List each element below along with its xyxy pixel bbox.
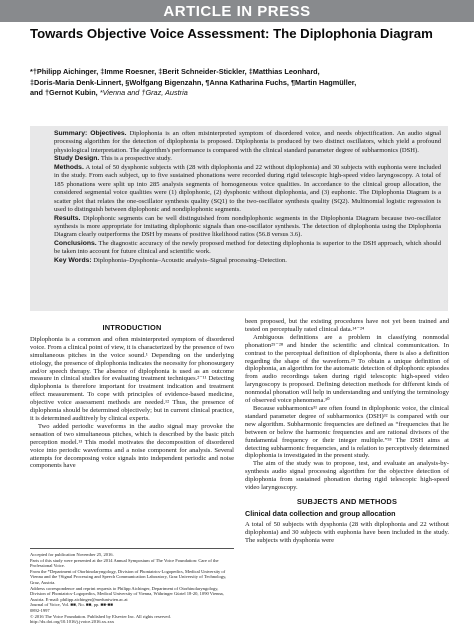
- body-paragraph: been proposed, but the existing procedures have not yet been trained and tested on perceptually rated clinical data.¹⁴⁻²⁴: [245, 318, 449, 333]
- footnote-line: Journal of Voice, Vol. ■■, No. ■■, pp. ■■-■■: [30, 602, 114, 608]
- left-column: [30, 318, 234, 470]
- objectives-text: Diplophonia is an often misinterpreted symptom of disordered voice, and needs objectification. An audio signal processing algorithm for the detection of diplophonia is proposed. Diplophonia is produced by two distinct oscillators, which yield a profound physiological interpretation. The algorithm's performance is compared with the clinical standard parameter degree of subharmonics (DSH).: [54, 130, 442, 154]
- summary-label: Summary:: [54, 130, 88, 137]
- body-paragraph: A total of 50 subjects with dysphonia (28 with diplophonia and 22 without diplophonia) and 30 subjects with euphonia have been included in the study. The subjects with dysphonia were: [245, 520, 449, 544]
- abstract-objectives: [54, 130, 441, 155]
- abstract-results: [54, 215, 441, 240]
- body-paragraph: Ambiguous definitions are a problem in classifying nonmodal phonation²⁵⁻²⁸ and hinder the scientific and clinical communication. In contrast to the perceptual definition of diplophonia, there is also a definition regarding the shape of the waveform.²⁹ To obtain a unique definition of diplophonia, an algorithm for the automatic detection of diplophonic episodes from audio recordings taken during rigid telescopic high-speed video laryngoscopy is proposed. Defining detection methods for different kinds of nonmodal phonation will help in understanding and unifying the terminology of observed voice phenomena.³⁰: [245, 333, 449, 405]
- body-paragraph: Because subharmonics³¹ are often found in diplophonic voice, the clinical standard parameter degree of subharmonics (DSH)³² is compared with our new algorithm. Subharmonic frequencies are defined as “frequencies that lie between or below the harmonic frequencies and are rational divisors of the fundamental frequency or their integer multiple.”³³ The DSH aims at detecting subharmonic frequencies, and is relation to perceptively determined diplophonia is investigated in the present study.: [245, 404, 449, 460]
- abstract-keywords: [54, 257, 441, 265]
- footnote-line: Address correspondence and reprint requests to Philipp Aichinger, Department of Otorhinolaryngology, Division of Phoniatrics-Logopedics, Medical University of Vienna, Währinger Gürtel 18-20, 1090 Vienna, Austria. E-mail: philipp.aichinger@meduniwien.ac.at: [30, 585, 224, 602]
- keywords-label: Key Words:: [54, 256, 92, 264]
- body-paragraph: The aim of the study was to propose, test, and evaluate an analysis-by-synthesis audio signal processing algorithm for the objective detection of diplophonia from sustained phonation during rigid telescopic high-speed video laryngoscopy.: [245, 460, 449, 492]
- author-names: and †Gernot Kubin,: [30, 88, 98, 98]
- methods-text: A total of 50 dysphonic subjects with (28 with diplophonia and 22 without diplophonia) and 30 subjects with euphonia were included in the study. From each subject, up to five sustained phonations were recorded during rigid telescopic high-speed video laryngoscopy. A total of 185 phonations were split up into 285 analysis segments of homogeneous voice qualities. In accordance to the clinical group allocation, the considered segmental voice qualities were (1) diplophonic, (2) dysphonic without diplophonia, and (3) euphonic. The Diplophonia Diagram is a scatter plot that relates the one-oscillator synthesis quality (SQ1) to the two-oscillator synthesis quality (SQ2). Multinomial logistic regression is used to distinguish between diplophonic and nondiplophonic segments.: [54, 163, 442, 214]
- right-column: [245, 318, 449, 544]
- footnote-line: Accepted for publication November 25, 2016.: [30, 552, 114, 557]
- abstract-study-design: [54, 155, 441, 163]
- conclusions-label: Conclusions.: [54, 239, 97, 247]
- author-line: [30, 88, 450, 99]
- article-title: Towards Objective Voice Assessment: The Diplophonia Diagram: [30, 26, 433, 41]
- study-design-text: This is a prospective study.: [100, 155, 172, 163]
- footnote-line: Parts of this study were presented at the 2014 Annual Symposium of The Voice Foundation: Care of the Professional Voice.: [30, 557, 219, 569]
- methods-label: Methods.: [54, 163, 84, 171]
- clinical-data-subheading: Clinical data collection and group allocation: [245, 508, 396, 518]
- results-label: Results.: [54, 214, 81, 222]
- keywords-text: Diplophonia–Dysphonia–Acoustic analysis–Signal processing–Detection.: [93, 256, 287, 264]
- subjects-methods-heading: SUBJECTS AND METHODS: [296, 496, 398, 506]
- body-paragraph: Two added periodic waveforms in the audio signal may provoke the sensation of two simultaneous pitches, which is described by the basic pitch perception model.¹³ This model motivates the decomposition of disordered voice into periodic waveforms and a noise component for analysis. Several attempts for decomposing voice signals into independent periodic and noise components have: [30, 422, 234, 470]
- body-paragraph: Diplophonia is a common and often misinterpreted symptom of disordered voice. From a clinical point of view, it is characterized by the presence of two simultaneous pitches in the voice sound.¹ Depending on the underlying etiology, the presence of diplophonia indicates the necessity for phonosurgery and/or speech therapy. The absence of diplophonia is used as an outcome measure in clinical studies for evaluating treatment techniques.²⁻¹¹ Detecting diplophonia is therefore important for treatment indication and treatment effect measurement. To cope with principles of evidence-based medicine, objective voice assessment methods are needed.¹² Thus, the presence of diplophonia should be determined objectively; but in current clinical practice, it is determined auditively by clinical experts.: [30, 335, 234, 422]
- abstract-conclusions: [54, 240, 441, 257]
- footnotes: [30, 548, 234, 625]
- author-list: [30, 67, 450, 99]
- author-line: *†Philipp Aichinger, ‡Imme Roesner, ‡Berit Schneider-Stickler, ‡Matthias Leonhard,: [30, 67, 320, 76]
- footnote-line: From the *Department of Otorhinolaryngology, Division of Phoniatrics-Logopedics, Medical University of Vienna and the †Signal Processing and Speech Communication Laboratory, Graz University of Technology, Graz, Austria.: [30, 568, 227, 585]
- introduction-heading: INTRODUCTION: [102, 323, 162, 332]
- footnote-line: © 2016 The Voice Foundation. Published by Elsevier Inc. All rights reserved.: [30, 613, 171, 619]
- results-text: Diplophonic segments can be well distinguished from nondiplophonic segments in the Diplophonia Diagram because two-oscillator synthesis is more appropriate for imitating diplophonic signals than one-oscillator synthesis. The detection of diplophonia using the Diplophonia Diagram clearly outperforms the DSH by means of positive likelihood ratios (56.8 versus 3.6).: [54, 214, 442, 239]
- abstract-methods: [54, 164, 441, 215]
- abstract-box: [30, 126, 448, 311]
- objectives-label: Objectives.: [90, 130, 127, 137]
- article-in-press-banner: ARTICLE IN PRESS: [0, 0, 474, 22]
- conclusions-text: The diagnostic accuracy of the newly proposed method for detecting diplophonia is superior to the DSH approach, which should be taken into account for future clinical and scientific work.: [54, 239, 441, 256]
- study-design-label: Study Design.: [54, 155, 100, 163]
- footnote-doi-link[interactable]: http://dx.doi.org/10.1016/j.jvoice.2016.xx.xxx: [30, 619, 115, 625]
- footnote-line: 0892-1997: [30, 607, 50, 613]
- author-affiliation: *Vienna and †Graz, Austria: [99, 88, 188, 98]
- author-line: ‡Doris-Maria Denk-Linnert, §Wolfgang Bigenzahn, ¶Anna Katharina Fuchs, ¶Martin Hagmüller,: [30, 77, 357, 87]
